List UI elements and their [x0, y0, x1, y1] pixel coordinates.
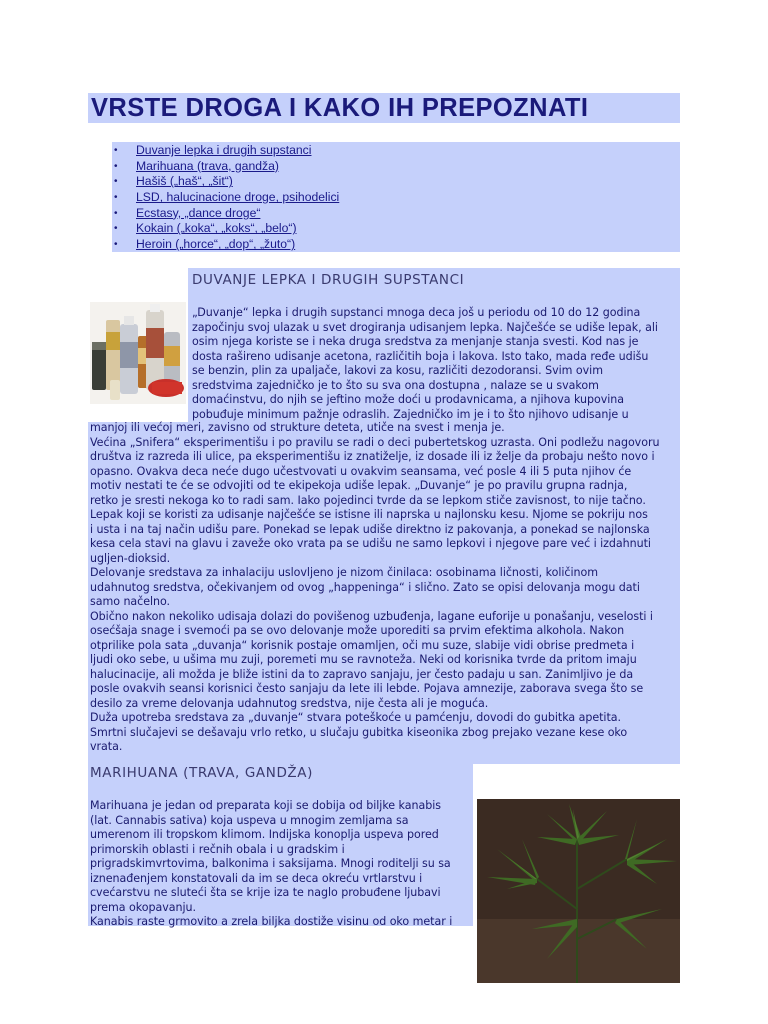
section-marijuana-body [90, 799, 475, 930]
toc-link-hashish[interactable]: Hašiš („haš“, „šit“) [136, 174, 233, 189]
cannabis-plant-image [477, 799, 680, 983]
bullet-icon: • [114, 207, 118, 219]
paragraph-line: prigradskimvrtovima, balkonima i saksijama. Mnogi roditelji su sa [90, 857, 451, 870]
paragraph-line: opasno. Ovakva deca neće dugo učestvovati u ovakvim seansama, već posle 4 ili 5 puta njihov će [90, 464, 632, 478]
paragraph-line: umerenom ili tropskom klimom. Indijska konoplja uspeva pored [90, 828, 439, 841]
toc-item [112, 221, 680, 237]
section-glue-intro [192, 306, 682, 422]
page-title: VRSTE DROGA I KAKO IH PREPOZNATI [91, 94, 589, 122]
paragraph-line: (lat. Cannabis sativa) koja uspeva u mnogim zemljama sa [90, 813, 409, 827]
toc-item [112, 206, 680, 222]
paragraph-line: Lepak koji se koristi za udisanje najčešće se istisne ili naprska u najlonsku kesu. Njome se pokriju nos [90, 508, 648, 521]
paragraph-line: kesa cela stavi na glavu i zaveže oko vrata pa se udišu ne samo lepkovi i njegove pare već i izdahnuti [90, 537, 651, 550]
toc-item [112, 190, 680, 206]
paragraph-line: osećšaja snage i svemoći pa se ovo delovanje može uporediti sa prvim efektima alkohola. Nakon [90, 624, 625, 637]
paragraph-line: Smrtni slučajevi se dešavaju vrlo retko, u slučaju gubitka kiseonika zbog prejako vezane kese oko [90, 725, 628, 739]
paragraph-line: Kanabis raste grmovito a zrela biljka dostiže visinu od oko metar i [90, 915, 453, 928]
paragraph-line: otprilike pola sata „duvanja“ korisnik postaje omamljen, oči mu suze, slabije vidi obrise predmeta i [90, 638, 635, 652]
section-heading-marijuana: MARIHUANA (TRAVA, GANDŽA) [90, 765, 313, 781]
toc-item [112, 159, 680, 175]
bullet-icon: • [114, 176, 118, 188]
toc-item [112, 174, 680, 190]
paragraph-line: posle ovakvih seansi korisnici često sanjaju da lete ili lebde. Pojava amnezije, zaborava svega što se [90, 682, 644, 695]
bullet-icon: • [114, 192, 118, 204]
section-glue-body [90, 421, 682, 755]
bullet-icon: • [114, 239, 118, 251]
paragraph-line: iznenađenjem konstatovali da im se deca okreću vrtlarstvu i [90, 871, 423, 885]
paragraph-line: samo načelno. [90, 595, 171, 608]
paragraph-line: započinju svoj ulazak u svet drogiranja udisanjem lepka. Najčešće se udiše lepak, ali [192, 320, 658, 334]
paragraph-line: manjoj ili većoj meri, zavisno od strukture deteta, utiče na svest i menja je. [90, 421, 505, 434]
paragraph-line: prema okopavanju. [90, 900, 196, 914]
toc-link-ecstasy[interactable]: Ecstasy, „dance droge“ [136, 205, 261, 220]
toc-link-glue[interactable]: Duvanje lepka i drugih supstanci [136, 143, 312, 157]
bullet-icon: • [114, 160, 118, 172]
paragraph-line: ugljen-dioksid. [90, 551, 171, 565]
paragraph-line: pobuđuje minimum pažnje odraslih. Zajedničko im je i to što njihovo udisanje u [192, 407, 629, 421]
bullet-icon: • [114, 145, 118, 156]
table-of-contents [112, 142, 680, 252]
toc-link-heroin[interactable]: Heroin („horce“, „dop“, „žuto“) [136, 237, 296, 252]
toc-item [112, 143, 680, 159]
paragraph-line: se benzin, plin za upaljače, lakovi za kosu, različiti dezodoransi. Svim ovim [192, 364, 603, 377]
bullet-icon: • [114, 223, 118, 235]
paragraph-line: ljudi oko sebe, u ušima mu zuji, poremeti mu se ravnoteža. Neki od korisnika tvrde da pritom imaju [90, 653, 637, 666]
toc-link-lsd[interactable]: LSD, halucinacione droge, psihodelici [136, 190, 340, 205]
paragraph-line: sredstvima zajedničko je to što su sva ona dostupna , nalaze se u svakom [192, 378, 599, 392]
section-heading-glue: DUVANJE LEPKA I DRUGIH SUPSTANCI [192, 272, 465, 288]
paragraph-line: cvećarstvu ne sluteći šta se krije iza te naglo probuđene ljubavi [90, 886, 441, 899]
toc-link-cocaine[interactable]: Kokain („koka“, „koks“, „belo“) [136, 221, 297, 236]
spray-cans-image [90, 302, 186, 404]
paragraph-line: motiv nestati te će se odvojiti od te ekipekoja udiše lepak. „Duvanje“ je po pravilu grupna radnja, [90, 479, 628, 492]
paragraph-line: Većina „Snifera“ eksperimentišu i po pravilu se radi o deci pubertetskog uzrasta. Oni podležu nagovoru [90, 435, 660, 449]
paragraph-line: udahnutog sredstva, očekivanjem od ovog „happeninga“ i slično. Zato se opisi delovanja mogu dati [90, 580, 640, 594]
paragraph-line: Duža upotreba sredstava za „duvanje“ stvara poteškoće u pamćenju, dovodi do gubitka apetita. [90, 711, 621, 724]
paragraph-line: „Duvanje“ lepka i drugih supstanci mnoga deca još u periodu od 10 do 12 godina [192, 306, 641, 319]
paragraph-line: retko je sresti nekoga ko to radi sam. Iako pojedinci tvrde da se lepkom stiče zavisnost, to nije tačno. [90, 493, 646, 507]
paragraph-line: Delovanje sredstava za inhalaciju uslovljeno je nizom činilaca: osobinama ličnosti, količinom [90, 566, 598, 579]
paragraph-line: Obično nakon nekoliko udisaja dolazi do povišenog uzbuđenja, lagane euforije u ponašanju, veselosti i [90, 609, 653, 623]
toc-item [112, 237, 680, 253]
paragraph-line: primorskih oblasti i rečnih obala i u gradskim i [90, 842, 345, 856]
paragraph-line: halucinacije, ali možda je bliže istini da to zapravo sanjaju, jer često padaju u san. Zanimljivo je da [90, 667, 634, 681]
paragraph-line: domaćinstvu, do njih se jeftino može doći u prodavnicama, a njihova kupovina [192, 393, 624, 406]
paragraph-line: vrata. [90, 740, 123, 753]
paragraph-line: osim njega koriste se i neka druga sredstva za menjanje stanja svesti. Kod nas je [192, 335, 639, 348]
paragraph-line: društva iz razreda ili ulice, pa eksperimentišu iz znatiželje, iz dosade ili iz želje da probaju nešto novo i [90, 450, 655, 463]
toc-link-marijuana[interactable]: Marihuana (trava, gandža) [136, 158, 279, 173]
paragraph-line: dosta rašireno udisanje acetona, različitih boja i lakova. Isto tako, mada ređe udišu [192, 349, 649, 363]
paragraph-line: desilo za vreme delovanja udahnutog sredstva, nije česta ali je moguća. [90, 696, 489, 710]
paragraph-line: i usta i na taj način udišu pare. Ponekad se lepak udiše direktno iz pakovanja, a ponekad se najlonska [90, 522, 650, 536]
paragraph-line: Marihuana je jedan od preparata koji se dobija od biljke kanabis [90, 799, 441, 812]
